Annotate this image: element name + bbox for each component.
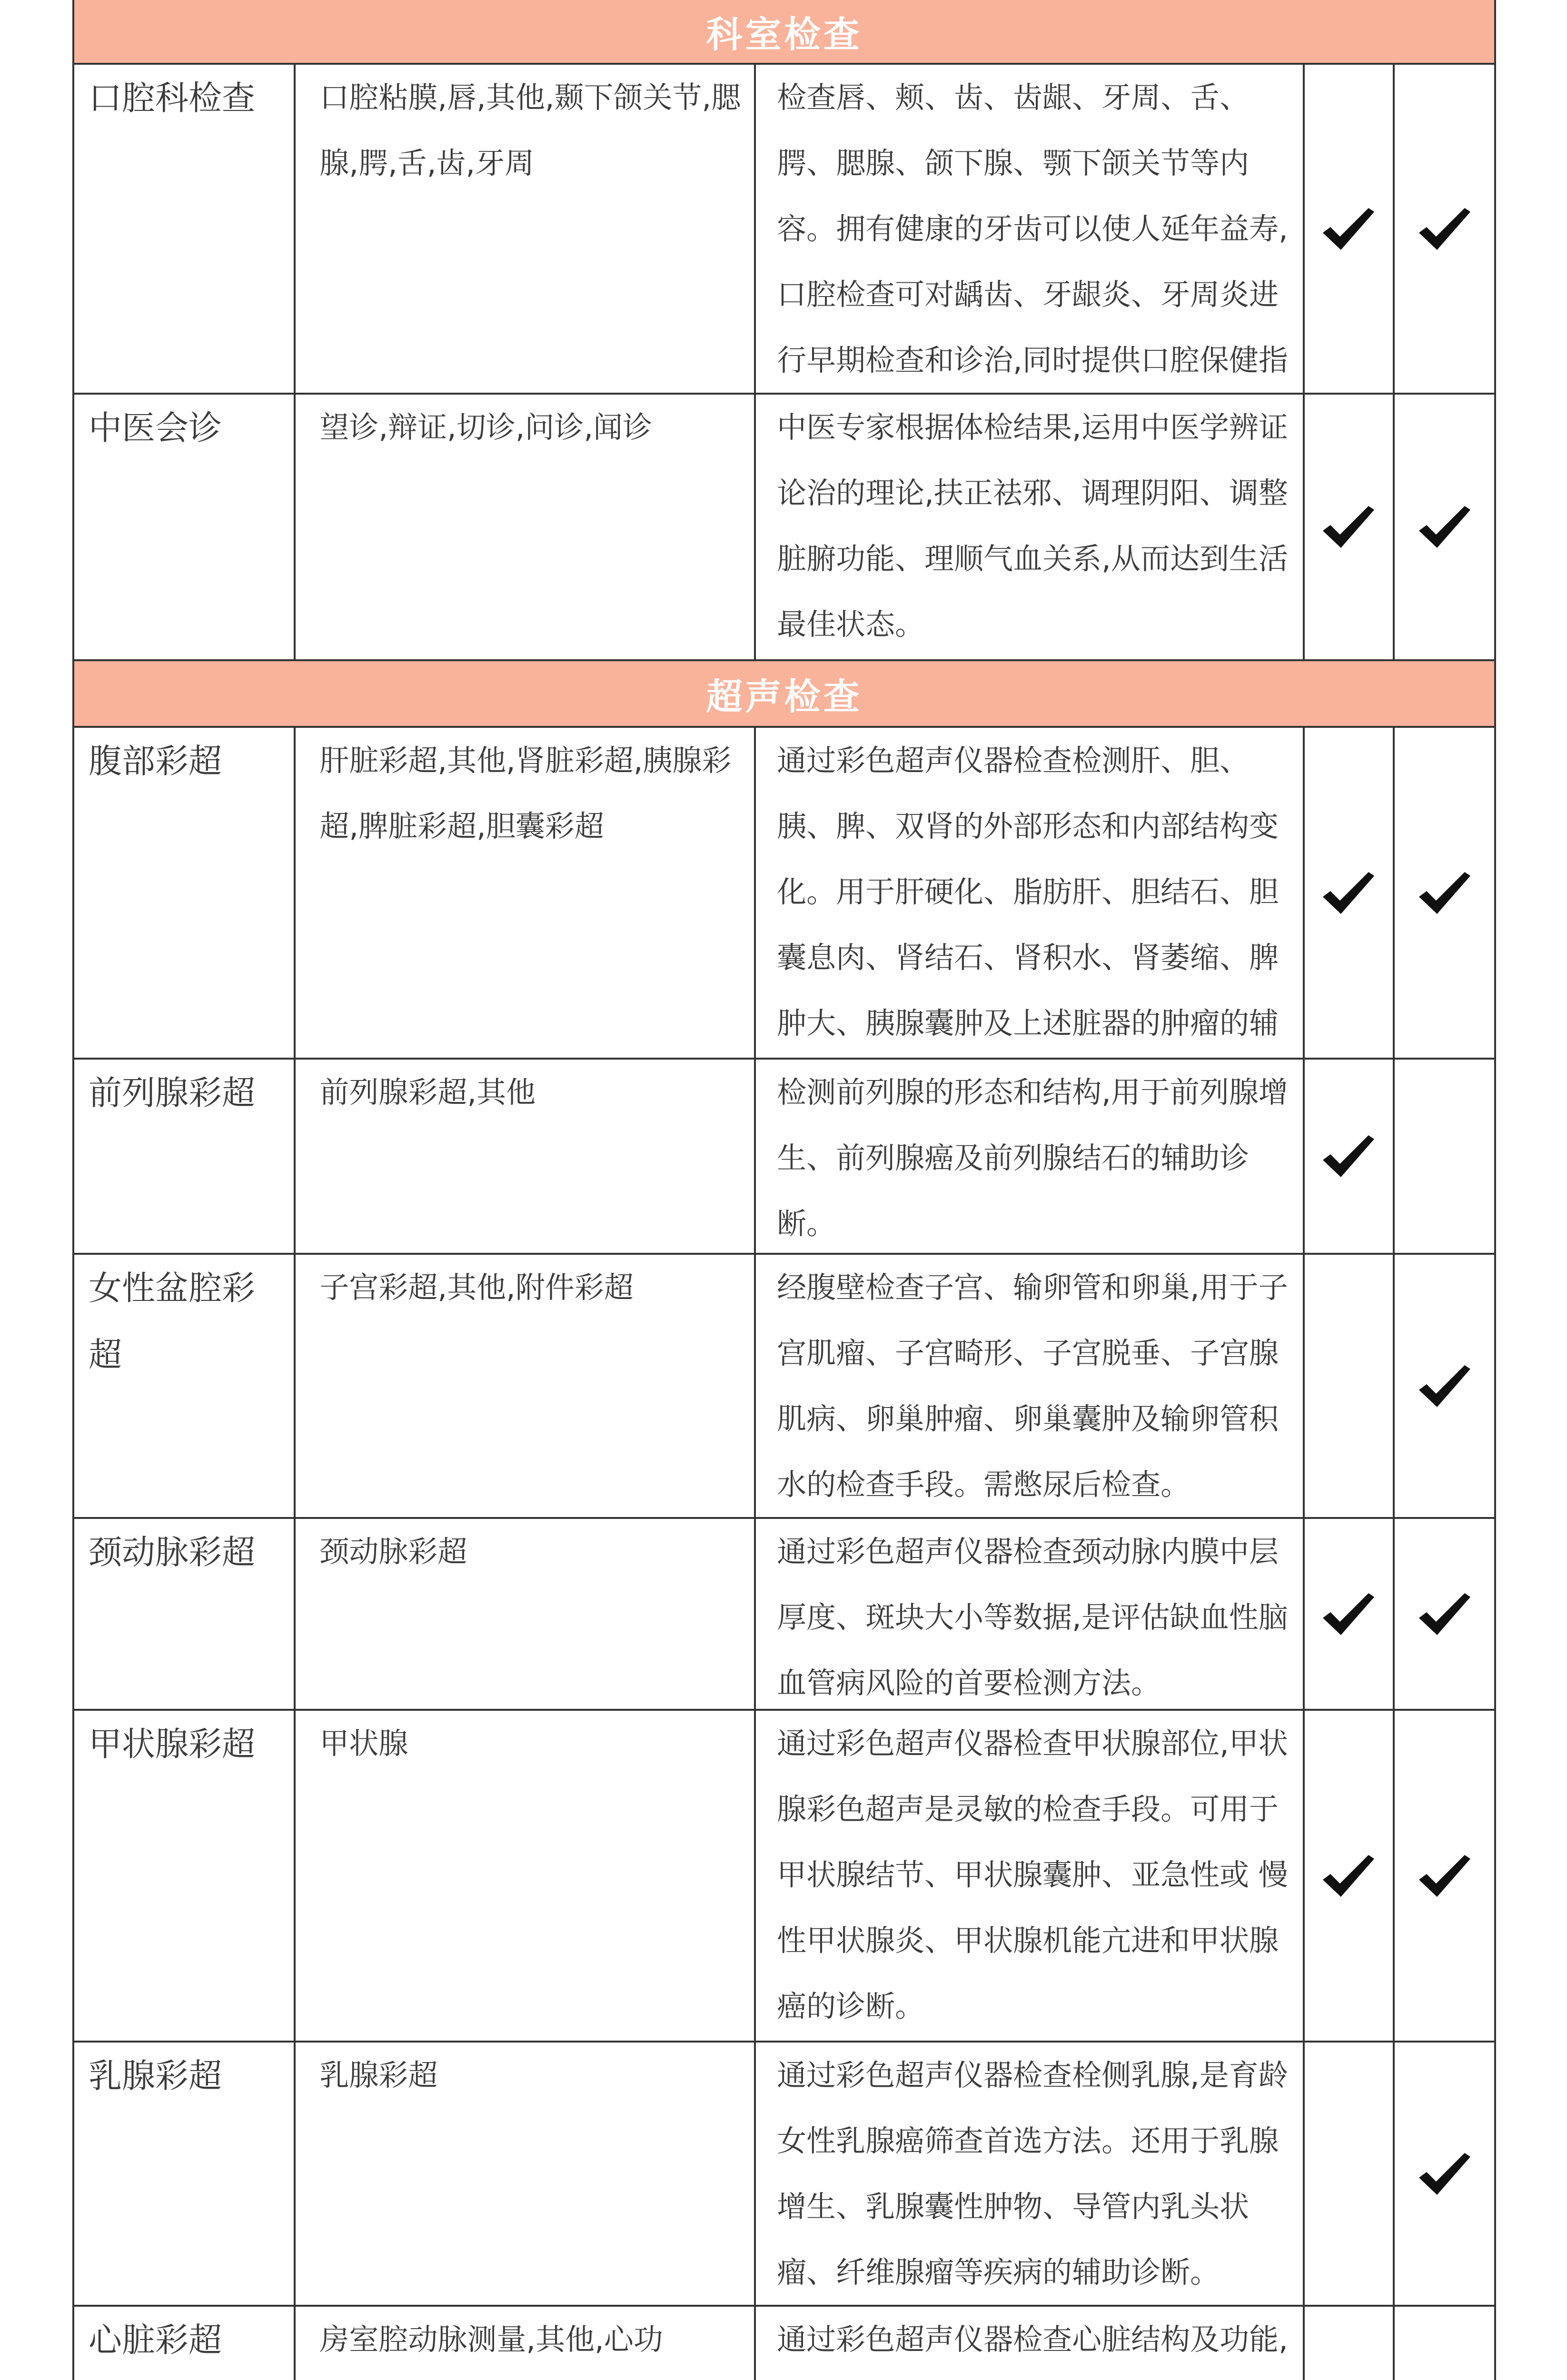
package-1-cell — [1305, 2307, 1395, 2380]
package-1-cell — [1305, 395, 1395, 659]
exam-items: 甲状腺 — [296, 1711, 756, 2041]
exam-items: 前列腺彩超,其他 — [296, 1060, 756, 1253]
exam-description: 通过彩色超声仪器检查栓侧乳腺,是育龄女性乳腺癌筛查首选方法。还用于乳腺增生、乳腺囊性肿物、导管内乳头状瘤、纤维腺瘤等疾病的辅助诊断。 — [756, 2043, 1304, 2305]
package-1-cell — [1305, 1060, 1395, 1253]
table-row — [74, 2307, 1494, 2380]
check-mark-icon — [1417, 2150, 1472, 2198]
exam-name: 甲状腺彩超 — [74, 1711, 296, 2041]
check-mark-icon — [1417, 1590, 1472, 1638]
exam-name: 乳腺彩超 — [74, 2043, 296, 2305]
package-2-cell — [1395, 2043, 1494, 2305]
package-1-cell — [1305, 728, 1395, 1058]
exam-items: 口腔粘膜,唇,其他,颞下颌关节,腮腺,腭,舌,齿,牙周 — [296, 65, 756, 393]
package-1-cell — [1305, 65, 1395, 393]
package-1-cell — [1305, 2043, 1395, 2305]
exam-items: 望诊,辩证,切诊,问诊,闻诊 — [296, 395, 756, 659]
package-2-cell — [1395, 65, 1494, 393]
section-title: 科室检查 — [706, 13, 863, 56]
section-header — [74, 0, 1494, 65]
exam-description: 通过彩色超声仪器检查甲状腺部位,甲状腺彩色超声是灵敏的检查手段。可用于甲状腺结节、甲状腺囊肿、亚急性或 慢性甲状腺炎、甲状腺机能亢进和甲状腺癌的诊断。 — [756, 1711, 1304, 2041]
package-2-cell — [1395, 1519, 1494, 1709]
exam-name: 腹部彩超 — [74, 728, 296, 1058]
exam-name: 女性盆腔彩超 — [74, 1255, 296, 1517]
table-row — [74, 1711, 1494, 2043]
exam-name: 心脏彩超 — [74, 2307, 296, 2380]
package-2-cell — [1395, 728, 1494, 1058]
exam-items: 乳腺彩超 — [296, 2043, 756, 2305]
exam-description: 通过彩色超声仪器检查检测肝、胆、胰、脾、双肾的外部形态和内部结构变化。用于肝硬化、脂肪肝、胆结石、胆囊息肉、肾结石、肾积水、肾萎缩、脾肿大、胰腺囊肿及上述脏器的肿瘤的辅 — [756, 728, 1304, 1058]
exam-items: 颈动脉彩超 — [296, 1519, 756, 1709]
table-row — [74, 395, 1494, 661]
exam-name: 前列腺彩超 — [74, 1060, 296, 1253]
check-mark-icon — [1417, 503, 1472, 551]
package-2-cell — [1395, 1711, 1494, 2041]
check-mark-icon — [1417, 205, 1472, 253]
exam-name: 颈动脉彩超 — [74, 1519, 296, 1709]
check-mark-icon — [1417, 1362, 1472, 1410]
exam-table — [72, 0, 1496, 2380]
exam-description: 中医专家根据体检结果,运用中医学辨证论治的理论,扶正祛邪、调理阴阳、调整脏腑功能、理顺气血关系,从而达到生活最佳状态。 — [756, 395, 1304, 659]
table-row — [74, 1519, 1494, 1711]
exam-description: 经腹壁检查子宫、输卵管和卵巢,用于子宫肌瘤、子宫畸形、子宫脱垂、子宫腺肌病、卵巢肿瘤、卵巢囊肿及输卵管积水的检查手段。需憋尿后检查。 — [756, 1255, 1304, 1517]
package-1-cell — [1305, 1519, 1395, 1709]
check-mark-icon — [1417, 1852, 1472, 1900]
table-row — [74, 2043, 1494, 2307]
table-row — [74, 65, 1494, 395]
exam-items: 房室腔动脉测量,其他,心功 — [296, 2307, 756, 2380]
check-mark-icon — [1321, 869, 1376, 917]
package-1-cell — [1305, 1255, 1395, 1517]
exam-description: 通过彩色超声仪器检查心脏结构及功能, — [756, 2307, 1304, 2380]
exam-items: 子宫彩超,其他,附件彩超 — [296, 1255, 756, 1517]
table-row — [74, 728, 1494, 1060]
exam-description: 检查唇、颊、齿、齿龈、牙周、舌、腭、腮腺、颌下腺、颚下颌关节等内容。拥有健康的牙齿可以使人延年益寿,口腔检查可对龋齿、牙龈炎、牙周炎进行早期检查和诊治,同时提供口腔保健指 — [756, 65, 1304, 393]
exam-items: 肝脏彩超,其他,肾脏彩超,胰腺彩超,脾脏彩超,胆囊彩超 — [296, 728, 756, 1058]
exam-description: 通过彩色超声仪器检查颈动脉内膜中层厚度、斑块大小等数据,是评估缺血性脑血管病风险的首要检测方法。 — [756, 1519, 1304, 1709]
exam-description: 检测前列腺的形态和结构,用于前列腺增生、前列腺癌及前列腺结石的辅助诊断。 — [756, 1060, 1304, 1253]
exam-name: 中医会诊 — [74, 395, 296, 659]
package-2-cell — [1395, 1255, 1494, 1517]
package-2-cell — [1395, 395, 1494, 659]
check-mark-icon — [1321, 1852, 1376, 1900]
table-row — [74, 1255, 1494, 1519]
check-mark-icon — [1321, 503, 1376, 551]
exam-name: 口腔科检查 — [74, 65, 296, 393]
table-row — [74, 1060, 1494, 1255]
section-title: 超声检查 — [706, 675, 863, 718]
check-mark-icon — [1321, 205, 1376, 253]
section-header — [74, 661, 1494, 728]
check-mark-icon — [1417, 869, 1472, 917]
package-2-cell — [1395, 1060, 1494, 1253]
check-mark-icon — [1321, 1132, 1376, 1180]
package-2-cell — [1395, 2307, 1494, 2380]
package-1-cell — [1305, 1711, 1395, 2041]
check-mark-icon — [1321, 1590, 1376, 1638]
